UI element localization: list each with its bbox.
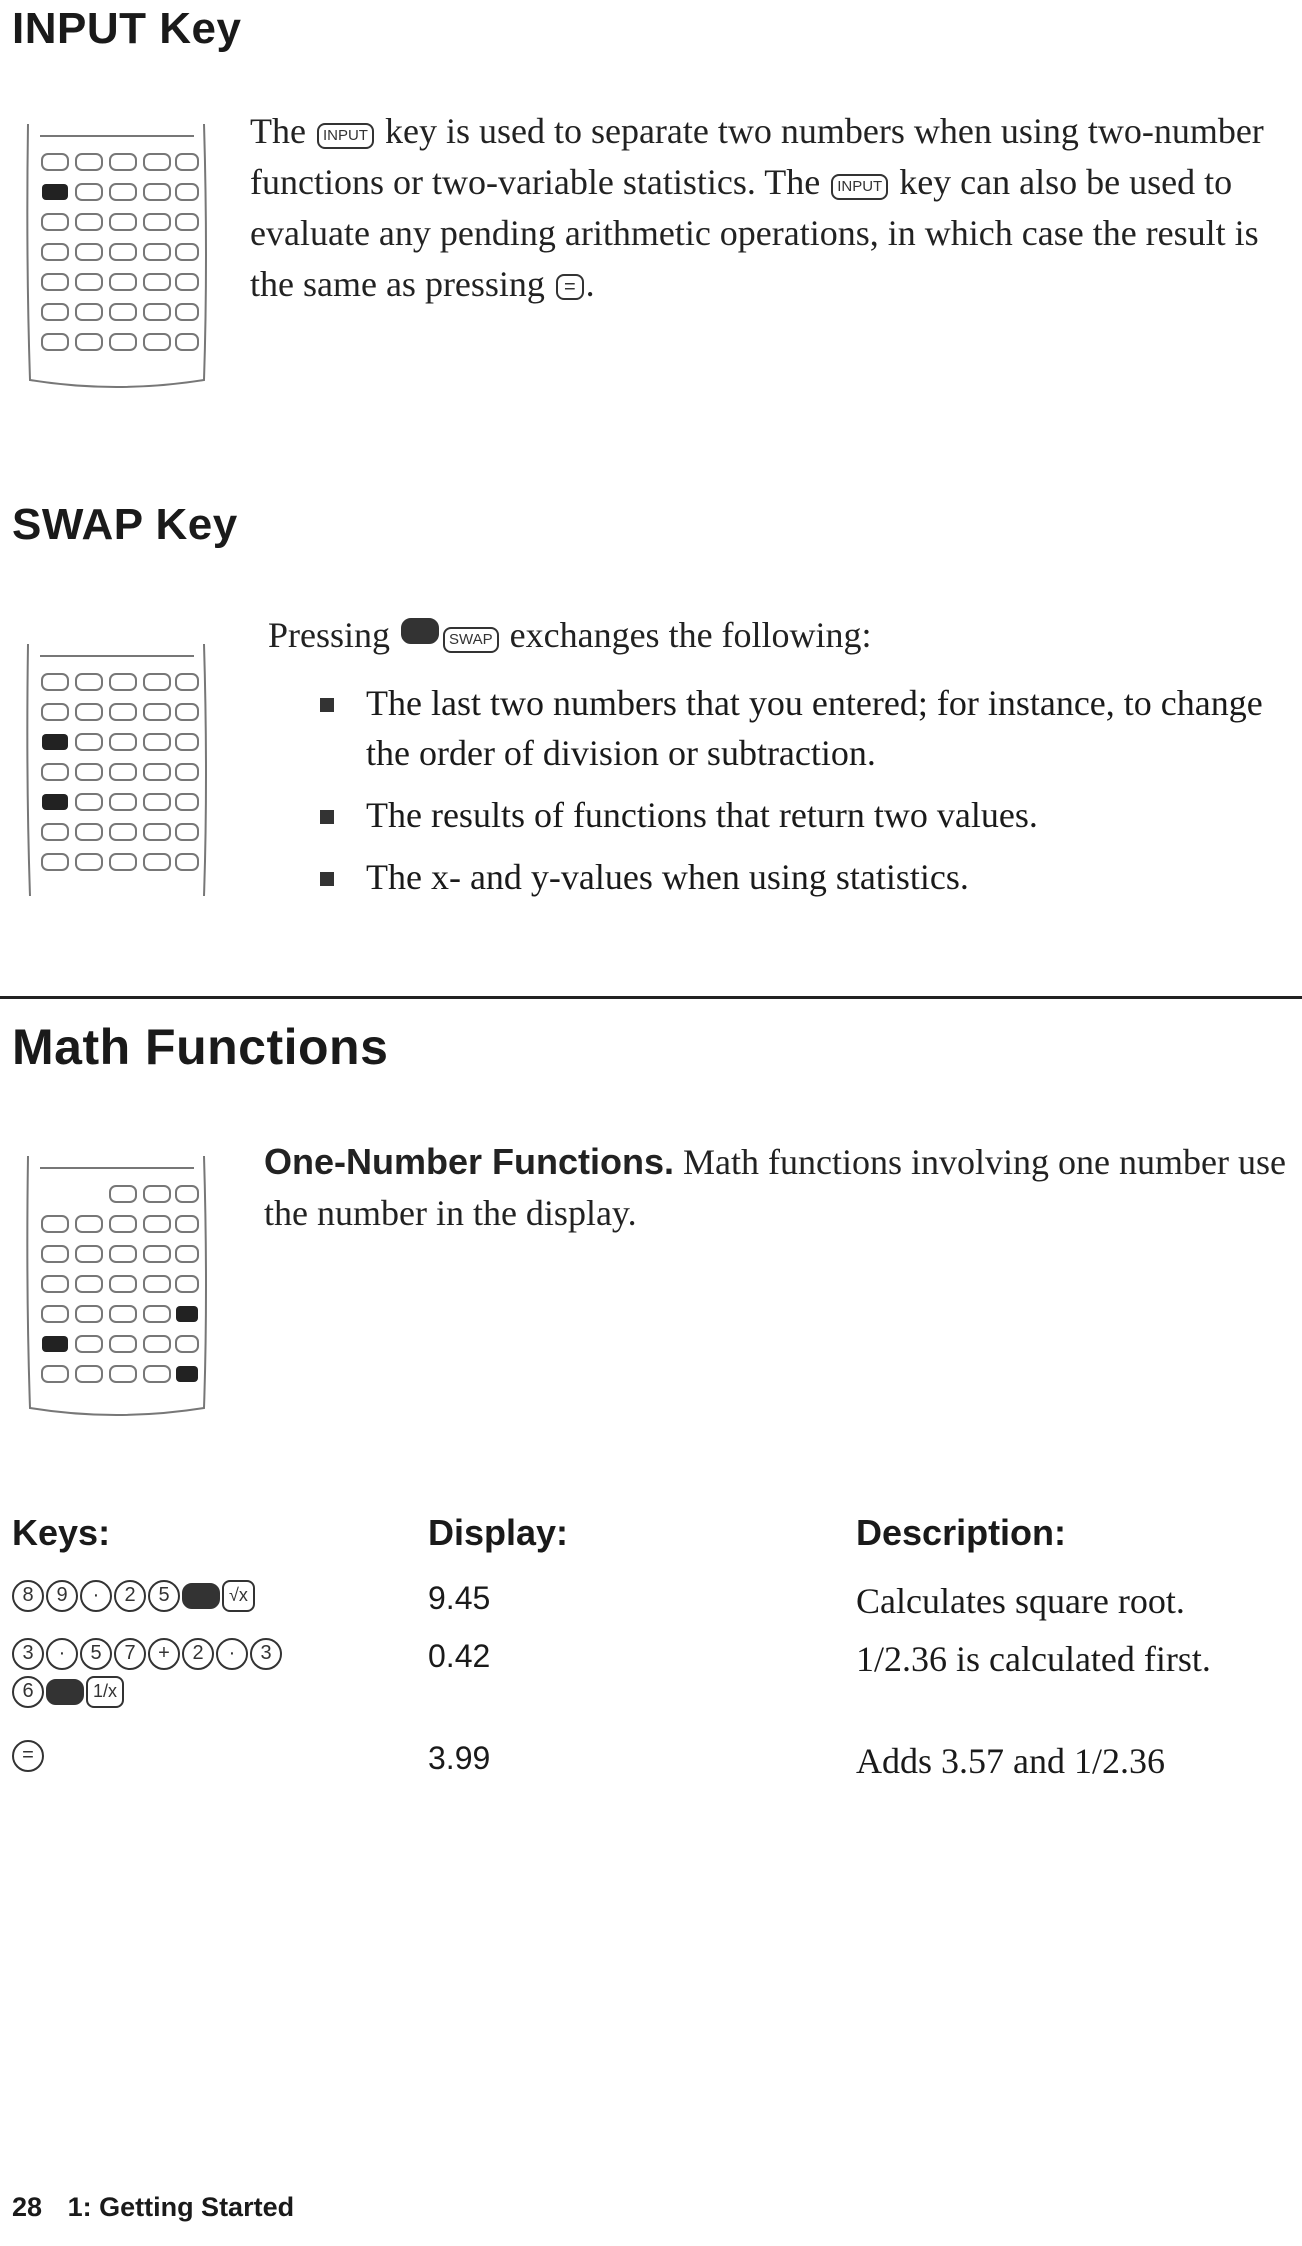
keystroke-line — [12, 1638, 432, 1670]
calculator-keyboard-icon — [18, 638, 214, 908]
calculator-key-icon: 7 — [114, 1638, 146, 1670]
keys-column-header: Keys: — [12, 1512, 111, 1553]
display-column-header: Display: — [428, 1512, 569, 1553]
table-row — [0, 1638, 1302, 1738]
chapter-title: 1: Getting Started — [67, 2192, 295, 2222]
display-value: 3.99 — [428, 1740, 491, 1776]
keystroke-line — [12, 1676, 432, 1708]
table-row — [0, 1740, 1302, 1800]
list-item: The last two numbers that you entered; for instance, to change the order of division or subtraction. — [320, 678, 1290, 778]
calculator-key-icon: · — [216, 1638, 248, 1670]
page-footer — [12, 2192, 294, 2223]
swap-bullet-list — [320, 678, 1290, 914]
calculator-key-icon: = — [12, 1740, 44, 1772]
swap-key-icon: SWAP — [443, 627, 499, 653]
shift-key-icon — [182, 1583, 220, 1609]
math-functions-heading: Math Functions — [12, 1019, 389, 1075]
equals-key-icon: = — [556, 274, 584, 300]
page-number: 28 — [12, 2192, 43, 2222]
input-key-icon: INPUT — [317, 123, 374, 149]
input-key-paragraph: The INPUT key is used to separate two numbers when using two-number functions or two-variable statistics. The INPUT key can also be used to evaluate any pending arithmetic operations, in which case the result is the same as pressing = . — [250, 111, 1264, 304]
calculator-key-icon: 5 — [80, 1638, 112, 1670]
display-value: 0.42 — [428, 1638, 491, 1674]
calculator-key-icon: 3 — [250, 1638, 282, 1670]
swap-key-intro: Pressing SWAP exchanges the following: — [268, 615, 872, 655]
shift-key-icon — [46, 1679, 84, 1705]
calculator-key-icon: · — [80, 1580, 112, 1612]
calculator-key-icon: 2 — [114, 1580, 146, 1612]
keystroke-sequence — [12, 1580, 432, 1618]
display-value: 9.45 — [428, 1580, 491, 1616]
list-item: The x- and y-values when using statistics. — [320, 852, 1290, 902]
calculator-key-icon: 5 — [148, 1580, 180, 1612]
calculator-key-icon: 9 — [46, 1580, 78, 1612]
calculator-key-icon: 8 — [12, 1580, 44, 1612]
keystroke-line — [12, 1740, 432, 1772]
one-number-functions-paragraph: One-Number Functions. Math functions involving one number use the number in the display. — [264, 1141, 1286, 1233]
calculator-key-icon: √x — [222, 1580, 255, 1612]
keystroke-line — [12, 1580, 432, 1612]
swap-key-heading: SWAP Key — [12, 500, 238, 549]
calculator-key-icon: 3 — [12, 1638, 44, 1670]
description-column-header: Description: — [856, 1512, 1067, 1553]
calculator-key-icon: 2 — [182, 1638, 214, 1670]
table-row — [0, 1580, 1302, 1640]
list-item: The results of functions that return two values. — [320, 790, 1290, 840]
keystroke-sequence — [12, 1638, 432, 1714]
description-text: 1/2.36 is calculated first. — [856, 1639, 1211, 1679]
input-key-icon: INPUT — [831, 174, 888, 200]
keystroke-sequence — [12, 1740, 432, 1778]
description-text: Calculates square root. — [856, 1581, 1185, 1621]
calculator-key-icon: + — [148, 1638, 180, 1670]
calculator-keyboard-icon — [18, 118, 214, 394]
calculator-keyboard-icon — [18, 1150, 214, 1420]
description-text: Adds 3.57 and 1/2.36 — [856, 1741, 1165, 1781]
shift-key-icon — [401, 618, 439, 644]
calculator-key-icon: 6 — [12, 1676, 44, 1708]
one-number-functions-subheading: One-Number Functions. — [264, 1141, 675, 1182]
input-key-heading: INPUT Key — [12, 4, 242, 53]
calculator-key-icon: · — [46, 1638, 78, 1670]
section-divider — [0, 996, 1302, 999]
calculator-key-icon: 1/x — [86, 1676, 124, 1708]
